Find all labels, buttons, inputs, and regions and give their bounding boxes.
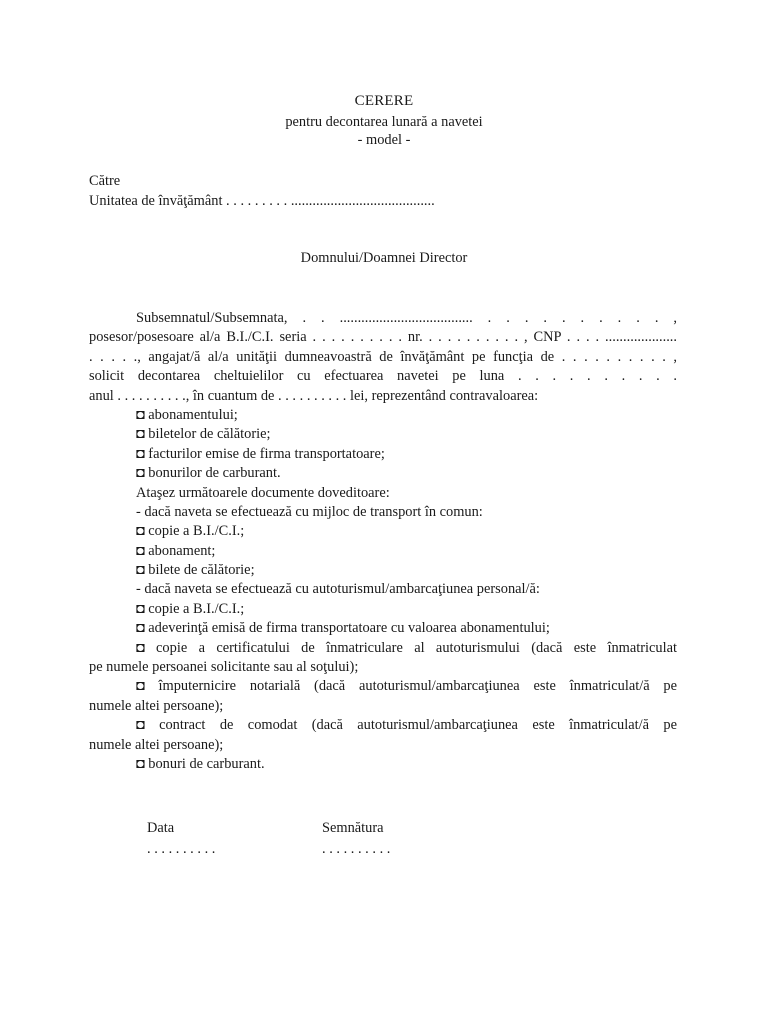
body-line: numele altei persoane); xyxy=(89,736,224,753)
body-line: ◘ bilete de călătorie; xyxy=(136,562,255,579)
body-line: ◘ adeverinţă emisă de firma transportatoare cu valoarea abonamentului; xyxy=(136,620,550,637)
signature-label: Semnătura xyxy=(322,820,384,836)
salutation: Domnului/Doamnei Director xyxy=(300,250,468,266)
body-line: Ataşez următoarele documente doveditoare: xyxy=(136,484,390,501)
document-subtitle: pentru decontarea lunară a navetei xyxy=(285,114,483,130)
body-line: Subsemnatul/Subsemnata, . . ..................................... . . . . . . . . . . , xyxy=(136,310,677,326)
body-line: ◘ abonamentului; xyxy=(136,406,238,423)
document-title: CERERE xyxy=(354,93,414,109)
body-line: ◘ copie a B.I./C.I.; xyxy=(136,523,245,540)
body-line: anul . . . . . . . . . ., în cuantum de . . . . . . . . . . lei, reprezentând contravaloarea: xyxy=(89,387,539,404)
body-line: ◘ copie a B.I./C.I.; xyxy=(136,600,245,617)
body-line: - dacă naveta se efectuează cu mijloc de transport în comun: xyxy=(136,503,483,520)
recipient-institution: Unitatea de învăţământ . . . . . . . . . ........................................ xyxy=(89,193,435,209)
body-line: ◘ bonurilor de carburant. xyxy=(136,465,281,482)
date-field-placeholder: . . . . . . . . . . xyxy=(147,841,216,857)
signature-field-placeholder: . . . . . . . . . . xyxy=(322,841,391,857)
body-line: ◘ copie a certificatului de înmatriculare al autoturismului (dacă este înmatriculat xyxy=(136,639,677,656)
body-line: . . . . ., angajat/ă al/a unităţii dumneavoastră de învăţământ pe funcţia de . . . . . . . . . . , xyxy=(89,348,677,365)
recipient-label: Către xyxy=(89,173,121,189)
body-line: - dacă naveta se efectuează cu autoturismul/ambarcaţiunea personal/ă: xyxy=(136,581,540,598)
body-line: ◘ bonuri de carburant. xyxy=(136,755,265,772)
date-label: Data xyxy=(147,820,175,836)
body-line: ◘ facturilor emise de firma transportatoare; xyxy=(136,445,385,462)
body-line: ◘ împuternicire notarială (dacă autoturismul/ambarcaţiunea este înmatriculat/ă pe xyxy=(136,678,677,695)
request-body xyxy=(89,309,677,774)
body-line: solicit decontarea cheltuielilor cu efectuarea navetei pe luna . . . . . . . . . . xyxy=(89,368,677,385)
body-line: pe numele persoanei solicitante sau al soţului); xyxy=(89,659,359,676)
document-model-label: - model - xyxy=(357,132,411,148)
body-line: ◘ abonament; xyxy=(136,542,216,559)
body-line: posesor/posesoare al/a B.I./C.I. seria . . . . . . . . . . nr. . . . . . . . . . . , CNP . . . . .................... xyxy=(89,329,677,346)
body-line: ◘ contract de comodat (dacă autoturismul/ambarcaţiunea este înmatriculat/ă pe xyxy=(136,717,677,734)
body-line: ◘ biletelor de călătorie; xyxy=(136,426,271,443)
body-line: numele altei persoane); xyxy=(89,697,224,714)
